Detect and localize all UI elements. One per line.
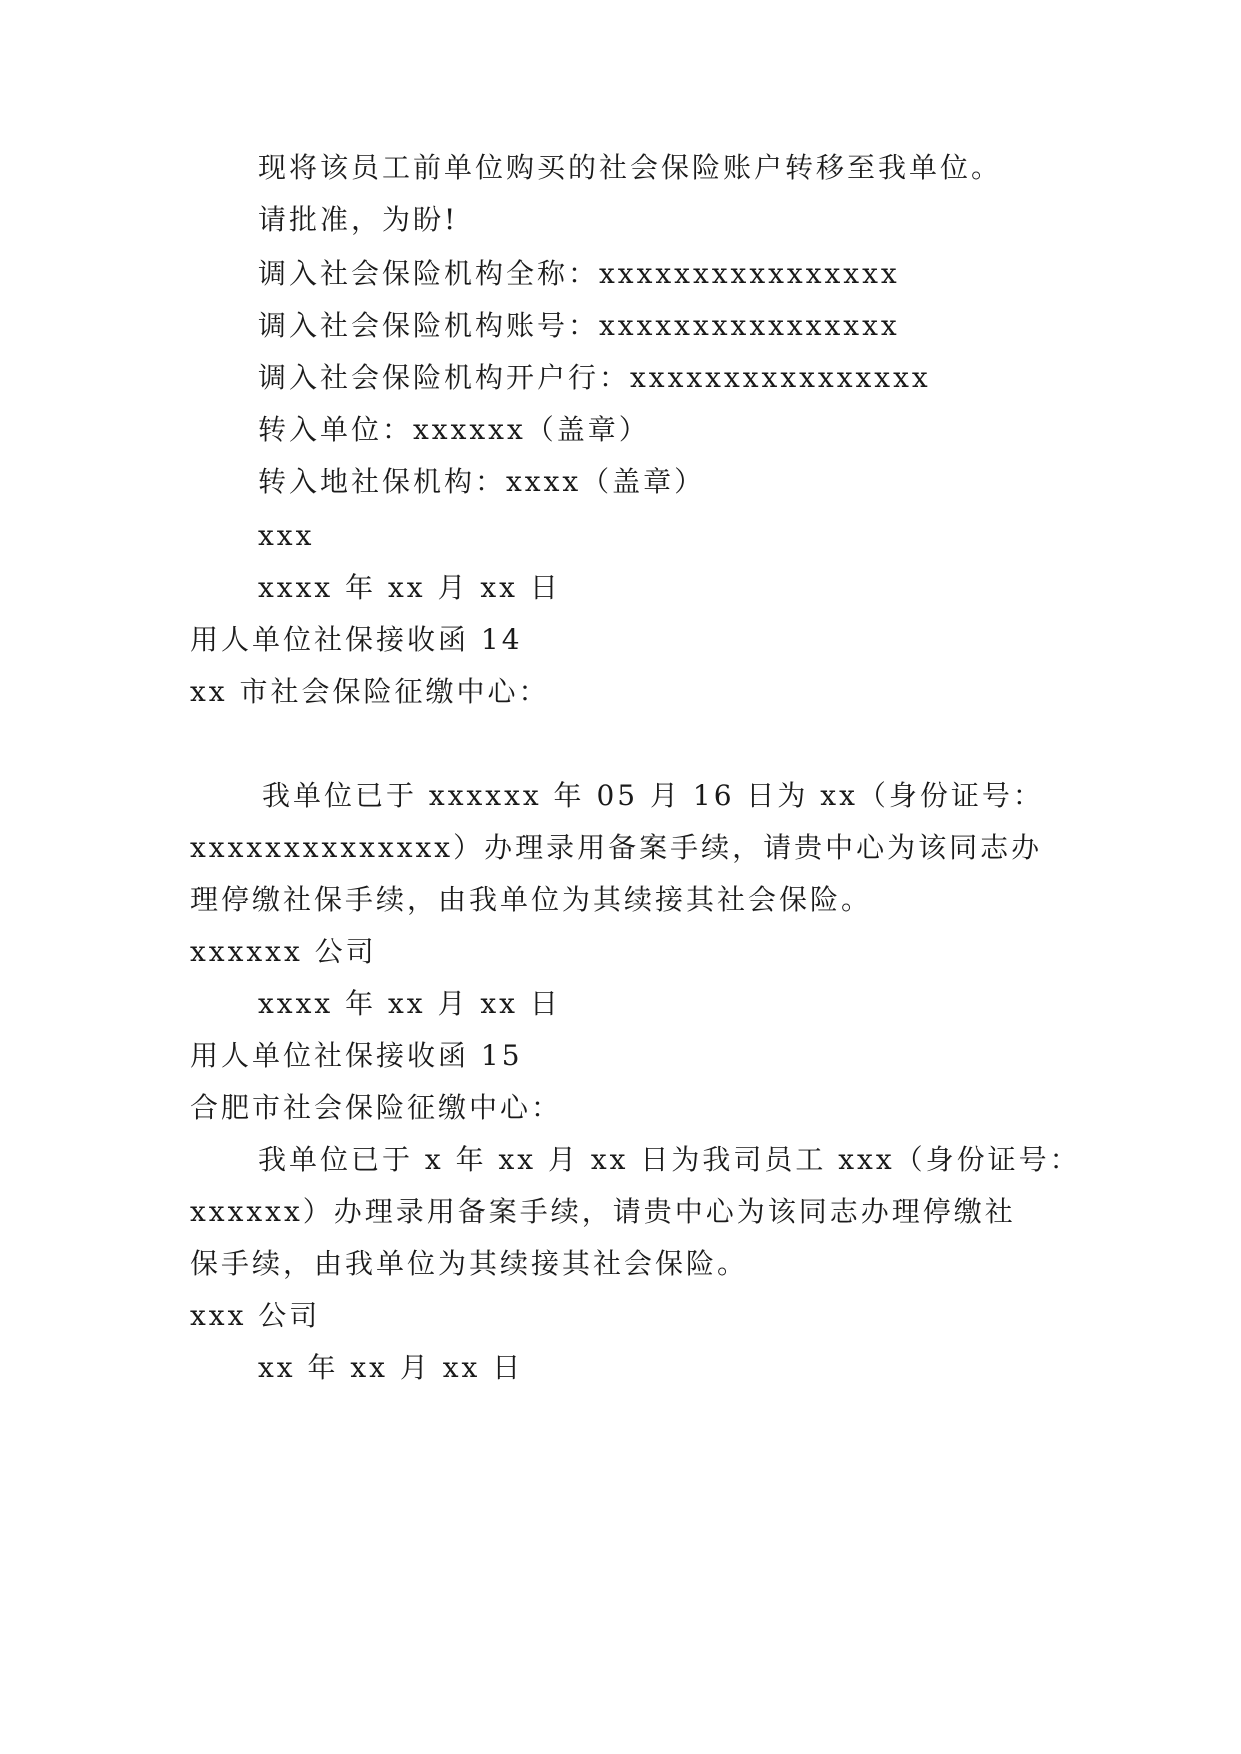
- letter14-title: 用人单位社保接收函 14: [190, 623, 523, 656]
- institution-name-line: 调入社会保险机构全称：xxxxxxxxxxxxxxxx: [258, 257, 900, 290]
- letter14-recipient: xx 市社会保险征缴中心：: [190, 675, 550, 708]
- letter15-body-line: 我单位已于 x 年 xx 月 xx 日为我司员工 xxx（身份证号：: [258, 1143, 1081, 1176]
- section1-date: xxxx 年 xx 月 xx 日: [258, 571, 561, 604]
- receiving-agency-line: 转入地社保机构：xxxx（盖章）: [258, 465, 706, 498]
- letter15-title: 用人单位社保接收函 15: [190, 1039, 523, 1072]
- letter15-recipient: 合肥市社会保险征缴中心：: [190, 1091, 563, 1124]
- letter14-body-line: 我单位已于 xxxxxx 年 05 月 16 日为 xx（身份证号：: [262, 779, 1044, 812]
- transfer-statement: 现将该员工前单位购买的社会保险账户转移至我单位。: [258, 151, 1003, 184]
- approval-request: 请批准，为盼!: [258, 203, 459, 236]
- letter14-date: xxxx 年 xx 月 xx 日: [258, 987, 561, 1020]
- institution-account-line: 调入社会保险机构账号：xxxxxxxxxxxxxxxx: [258, 309, 900, 342]
- letter15-date: xx 年 xx 月 xx 日: [258, 1351, 524, 1384]
- letter14-body-line: 理停缴社保手续，由我单位为其续接其社会保险。: [190, 883, 873, 916]
- institution-bank-line: 调入社会保险机构开户行：xxxxxxxxxxxxxxxx: [258, 361, 931, 394]
- signatory: xxx: [258, 519, 315, 552]
- letter14-company: xxxxxx 公司: [190, 935, 377, 968]
- letter15-body-line: 保手续，由我单位为其续接其社会保险。: [190, 1247, 749, 1280]
- letter14-body-line: xxxxxxxxxxxxxx）办理录用备案手续，请贵中心为该同志办: [190, 831, 1043, 864]
- receiving-unit-line: 转入单位：xxxxxx（盖章）: [258, 413, 650, 446]
- letter15-company: xxx 公司: [190, 1299, 321, 1332]
- letter15-body-line: xxxxxx）办理录用备案手续，请贵中心为该同志办理停缴社: [190, 1195, 1016, 1228]
